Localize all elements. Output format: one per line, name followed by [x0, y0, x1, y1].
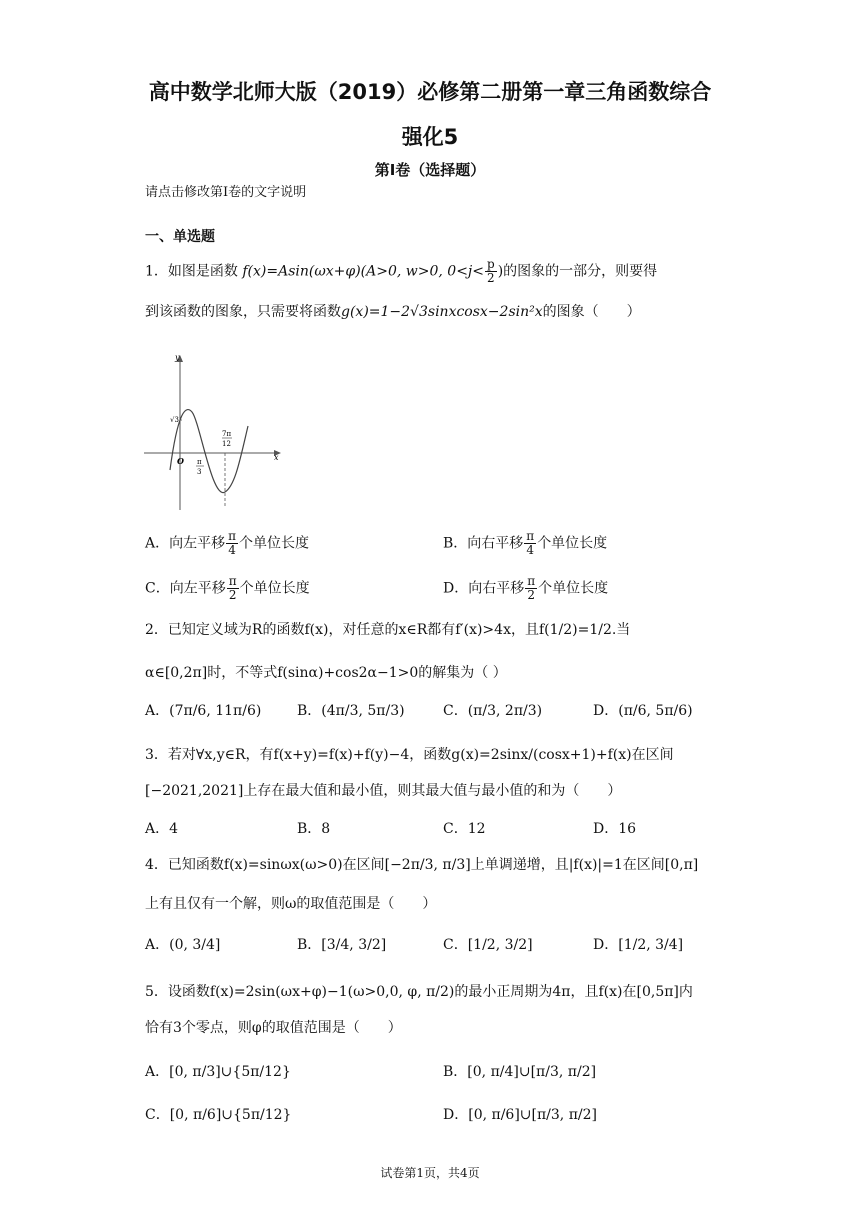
- label-pi-den: 3: [197, 468, 202, 476]
- question-1-line1: [145, 258, 657, 285]
- q1-frac: $\frac{p}{2}$: [487, 257, 495, 285]
- question-3-line1: 3．若对∀x,y∈R，有f(x+y)=f(x)+f(y)−4，函数g(x)=2sinx/(cosx+1)+f(x)在区间: [145, 747, 674, 763]
- label-7pi-num: 7π: [222, 430, 232, 438]
- q4-option-b[interactable]: B．[3/4, 3/2]: [297, 937, 387, 953]
- q3-option-b[interactable]: B．8: [297, 821, 331, 837]
- q1-g-function: g(x)=1−2√3sinxcosx−2sin²x: [341, 304, 543, 320]
- q5-option-a[interactable]: A．[0, π/3]∪{5π/12}: [145, 1064, 291, 1080]
- q2-option-b[interactable]: B．(4π/3, 5π/3): [297, 703, 405, 719]
- q1-option-b[interactable]: B．向右平移 $\frac{\pi}{4}$ 个单位长度: [443, 529, 608, 557]
- q1-function-graph: [140, 350, 285, 515]
- label-pi-num: π: [197, 458, 202, 466]
- volume-note: 请点击修改第I卷的文字说明: [145, 185, 307, 200]
- x-axis-label: x: [274, 453, 279, 462]
- q5-option-b[interactable]: B．[0, π/4]∪[π/3, π/2]: [443, 1064, 597, 1080]
- q2-option-c[interactable]: C．(π/3, 2π/3): [443, 703, 543, 719]
- sqrt3-label: √3: [170, 416, 179, 424]
- label-7pi-den: 12: [222, 440, 231, 448]
- q1-text2: 到该函数的图象，只需要将函数: [145, 304, 341, 320]
- q3-option-d[interactable]: D．16: [593, 821, 637, 837]
- question-1-line2: [145, 302, 641, 322]
- question-3-line2: [−2021,2021]上存在最大值和最小值，则其最大值与最小值的和为（ ）: [145, 783, 622, 799]
- page-footer: 试卷第1页，共4页: [380, 1166, 480, 1180]
- question-5-line2: 恰有3个零点，则φ的取值范围是（ ）: [145, 1020, 402, 1036]
- q1-text2-post: 的图象（ ）: [542, 304, 641, 320]
- q2-option-a[interactable]: A．(7π/6, 11π/6): [145, 703, 262, 719]
- sine-curve: [170, 410, 248, 493]
- doc-title-line1: 高中数学北师大版（2019）必修第二册第一章三角函数综合: [148, 80, 712, 104]
- q4-option-a[interactable]: A．(0, 3/4]: [145, 937, 221, 953]
- q1-option-c[interactable]: C．向左平移 $\frac{\pi}{2}$ 个单位长度: [145, 574, 310, 602]
- y-axis-label: y: [175, 353, 180, 362]
- q5-option-d[interactable]: D．[0, π/6]∪[π/3, π/2]: [443, 1107, 597, 1123]
- question-2-line1: 2．已知定义域为R的函数f(x)，对任意的x∈R都有f′(x)>4x，且f(1/2)=1/2.当: [145, 622, 631, 638]
- question-5-line1: 5．设函数f(x)=2sin(ωx+φ)−1(ω>0,0, φ, π/2)的最小正周期为4π，且f(x)在[0,5π]内: [145, 984, 693, 1000]
- origin-label: O: [177, 456, 184, 466]
- q4-option-d[interactable]: D．[1/2, 3/4]: [593, 937, 684, 953]
- volume-title: 第I卷（选择题）: [374, 161, 486, 179]
- q4-option-c[interactable]: C．[1/2, 3/2]: [443, 937, 533, 953]
- q3-option-c[interactable]: C．12: [443, 821, 486, 837]
- q1-text-post: )的图象的一部分，则要得: [497, 263, 658, 280]
- q1-function: f(x)=Asin(ωx+φ)(A>0, w>0, 0<j<: [242, 263, 485, 280]
- q5-option-c[interactable]: C．[0, π/6]∪{5π/12}: [145, 1107, 292, 1123]
- question-4-line1: 4．已知函数f(x)=sinωx(ω>0)在区间[−2π/3, π/3]上单调递增，且|f(x)|=1在区间[0,π]: [145, 857, 699, 873]
- section-title: 一、单选题: [145, 229, 215, 245]
- question-4-line2: 上有且仅有一个解，则ω的取值范围是（ ）: [145, 896, 437, 912]
- q2-option-d[interactable]: D．(π/6, 5π/6): [593, 703, 693, 719]
- q1-text: 1．如图是函数: [145, 263, 238, 280]
- doc-title-line2: 强化5: [401, 125, 459, 149]
- q3-option-a[interactable]: A．4: [145, 821, 179, 837]
- q1-option-a[interactable]: A．向左平移 $\frac{\pi}{4}$ 个单位长度: [145, 529, 310, 557]
- question-2-line2: α∈[0,2π]时，不等式f(sinα)+cos2α−1>0的解集为（ ）: [145, 665, 507, 681]
- q1-option-d[interactable]: D．向右平移 $\frac{\pi}{2}$ 个单位长度: [443, 574, 609, 602]
